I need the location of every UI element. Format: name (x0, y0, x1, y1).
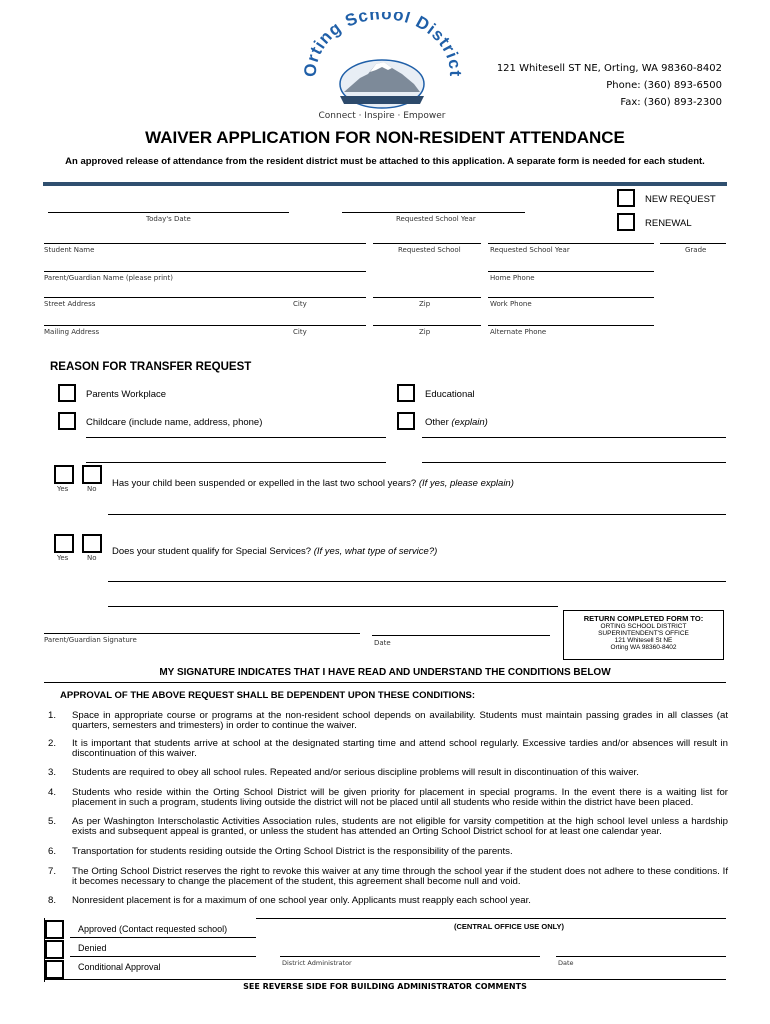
childcare-checkbox[interactable] (58, 412, 76, 430)
acknowledgement-divider (44, 682, 726, 683)
logo-text: Orting School District (300, 12, 466, 78)
conditional-checkbox[interactable] (45, 960, 64, 979)
renewal-checkbox[interactable] (617, 213, 635, 231)
educational-checkbox[interactable] (397, 384, 415, 402)
logo-tagline: Connect · Inspire · Empower (318, 111, 446, 121)
return-box-title: RETURN COMPLETED FORM TO: (583, 614, 704, 623)
requested-school-field[interactable] (373, 243, 481, 244)
other-explain-hint: (explain) (451, 417, 488, 428)
zip-2-field[interactable] (373, 325, 481, 326)
zip-field[interactable] (373, 297, 481, 298)
office-date-caption: Date (558, 959, 574, 967)
special-service-field-2[interactable] (108, 606, 558, 607)
signature-date-field[interactable] (372, 635, 550, 636)
parent-signature-caption: Parent/Guardian Signature (44, 636, 137, 644)
footer-note: SEE REVERSE SIDE FOR BUILDING ADMINISTRATOR COMMENTS (243, 982, 527, 991)
todays-date-field[interactable] (48, 212, 289, 213)
special-question-hint: (If yes, what type of service?) (313, 546, 438, 557)
condition-3: 3. Students are required to obey all school rules. Repeated and/or serious discipline problems will result in discontinuation of this waiver. (48, 767, 639, 778)
condition-4: 4. Students who reside within the Orting School District will be given priority for placement in special programs. In the event there is a waiting list for placement in such a program, students living outside the district will not be placed until all students who reside within the district have been placed. (48, 787, 728, 808)
childcare-label: Childcare (include name, address, phone) (86, 417, 263, 428)
city-2-caption: City (293, 328, 307, 336)
conditions-heading: APPROVAL OF THE ABOVE REQUEST SHALL BE DEPENDENT UPON THESE CONDITIONS: (60, 690, 476, 701)
district-admin-caption: District Administrator (282, 959, 352, 967)
requested-school-year-field[interactable] (342, 212, 525, 213)
other-details-field-2[interactable] (422, 462, 726, 463)
alternate-phone-field[interactable] (488, 325, 654, 326)
central-office-label: (CENTRAL OFFICE USE ONLY) (454, 922, 565, 931)
page-title: WAIVER APPLICATION FOR NON-RESIDENT ATTENDANCE (145, 128, 625, 147)
parent-name-caption: Parent/Guardian Name (please print) (44, 274, 173, 282)
denied-label: Denied (78, 943, 107, 953)
special-no-caption: No (87, 554, 97, 562)
footer-divider (44, 979, 726, 980)
condition-5: 5. As per Washington Interscholastic Activities Association rules, students are not eligible for varsity competition at the high school level unless a hardship exists and subsequent appeal is granted, or unless the student has attended an Orting School District school for at least one calendar year. (48, 816, 728, 837)
reason-heading: REASON FOR TRANSFER REQUEST (50, 361, 252, 373)
suspended-yes-caption: Yes (57, 485, 69, 493)
office-left-rule (44, 918, 45, 982)
condition-1: 1. Space in appropriate course or programs at the non-resident school depends on availability. Students must maintain passing grades in all classes (at quarters, semesters and trimesters) in order to continue the waiver. (48, 710, 728, 731)
suspended-no-caption: No (87, 485, 97, 493)
parent-signature-field[interactable] (44, 633, 360, 634)
office-date-field[interactable] (556, 956, 726, 957)
special-no-checkbox[interactable] (82, 534, 102, 553)
address-line: 121 Whitesell ST NE, Orting, WA 98360-8402 (496, 63, 722, 74)
condition-2: 2. It is important that students arrive at school at the designated starting time and attend school regularly. Excessive tardies and/or absences will result in discontinuation of this waiver. (48, 738, 728, 759)
home-phone-caption: Home Phone (490, 274, 535, 282)
work-phone-caption: Work Phone (490, 300, 532, 308)
return-form-box (563, 610, 724, 660)
student-name-field[interactable] (44, 243, 366, 244)
other-label (425, 417, 488, 428)
acknowledgement-text: MY SIGNATURE INDICATES THAT I HAVE READ AND UNDERSTAND THE CONDITIONS BELOW (159, 667, 611, 678)
condition-7: 7. The Orting School District reserves the right to revoke this waiver at any time through the school year if the student does not adhere to these conditions. If it becomes necessary to change the placement of the student, this agreement shall become null and void. (48, 866, 728, 887)
student-name-caption: Student Name (44, 246, 95, 254)
conditional-label: Conditional Approval (78, 962, 161, 972)
return-box-line2: SUPERINTENDENT'S OFFICE (598, 630, 689, 637)
city-caption: City (293, 300, 307, 308)
mailing-address-caption: Mailing Address (44, 328, 100, 336)
fax-number: Fax: (360) 893-2300 (620, 97, 722, 108)
suspended-explain-field[interactable] (108, 514, 726, 515)
requested-school-year-caption: Requested School Year (396, 215, 476, 223)
zip-2-caption: Zip (419, 328, 431, 336)
parent-name-field[interactable] (44, 271, 366, 272)
new-request-checkbox[interactable] (617, 189, 635, 207)
return-box-line4: Orting WA 98360-8402 (610, 644, 677, 651)
zip-caption: Zip (419, 300, 431, 308)
return-box-line3: 121 Whitesell St NE (614, 637, 673, 644)
childcare-details-field-2[interactable] (86, 462, 386, 463)
special-service-field[interactable] (108, 581, 726, 582)
home-phone-field[interactable] (488, 271, 654, 272)
other-text: Other (425, 417, 449, 428)
childcare-details-field[interactable] (86, 437, 386, 438)
special-yes-caption: Yes (57, 554, 69, 562)
alternate-phone-caption: Alternate Phone (490, 328, 547, 336)
grade-caption: Grade (685, 246, 707, 254)
signature-date-caption: Date (374, 639, 391, 647)
approved-checkbox[interactable] (45, 920, 64, 939)
street-address-field[interactable] (44, 297, 366, 298)
grade-field[interactable] (660, 243, 726, 244)
requested-school-year-2-caption: Requested School Year (490, 246, 570, 254)
educational-label: Educational (425, 389, 475, 400)
work-phone-field[interactable] (488, 297, 654, 298)
header-divider (43, 182, 727, 186)
suspended-question-hint: (If yes, please explain) (418, 478, 514, 489)
requested-school-year-2-field[interactable] (488, 243, 654, 244)
street-address-caption: Street Address (44, 300, 96, 308)
denied-checkbox[interactable] (45, 940, 64, 959)
mailing-address-field[interactable] (44, 325, 366, 326)
return-box-line1: ORTING SCHOOL DISTRICT (600, 623, 687, 630)
parents-workplace-checkbox[interactable] (58, 384, 76, 402)
special-question (112, 546, 437, 557)
suspended-no-checkbox[interactable] (82, 465, 102, 484)
mountain-logo-icon (298, 12, 466, 122)
central-office-rule (256, 918, 726, 919)
suspended-yes-checkbox[interactable] (54, 465, 74, 484)
page-subtitle: An approved release of attendance from the resident district must be attached to this application. A separate form is needed for each student. (65, 156, 705, 167)
other-checkbox[interactable] (397, 412, 415, 430)
condition-6: 6. Transportation for students residing outside the Orting School District is the responsibility of the parents. (48, 846, 513, 857)
other-details-field[interactable] (422, 437, 726, 438)
suspended-question-text: Has your child been suspended or expelled in the last two school years? (112, 478, 417, 489)
condition-8: 8. Nonresident placement is for a maximum of one school year only. Applicants must reapply each school year. (48, 895, 531, 906)
renewal-label: RENEWAL (645, 218, 692, 229)
approved-label: Approved (Contact requested school) (78, 924, 228, 934)
new-request-label: NEW REQUEST (645, 194, 716, 205)
phone-number: Phone: (360) 893-6500 (606, 80, 722, 91)
requested-school-caption: Requested School (398, 246, 461, 254)
district-address (497, 60, 722, 111)
district-admin-field[interactable] (280, 956, 540, 957)
district-logo (298, 12, 466, 122)
suspended-question (112, 478, 514, 489)
approved-row-line (70, 937, 256, 938)
special-yes-checkbox[interactable] (54, 534, 74, 553)
special-question-text: Does your student qualify for Special Services? (112, 546, 312, 557)
parents-workplace-label: Parents Workplace (86, 389, 167, 400)
denied-row-line (70, 956, 256, 957)
todays-date-caption: Today's Date (146, 215, 191, 223)
